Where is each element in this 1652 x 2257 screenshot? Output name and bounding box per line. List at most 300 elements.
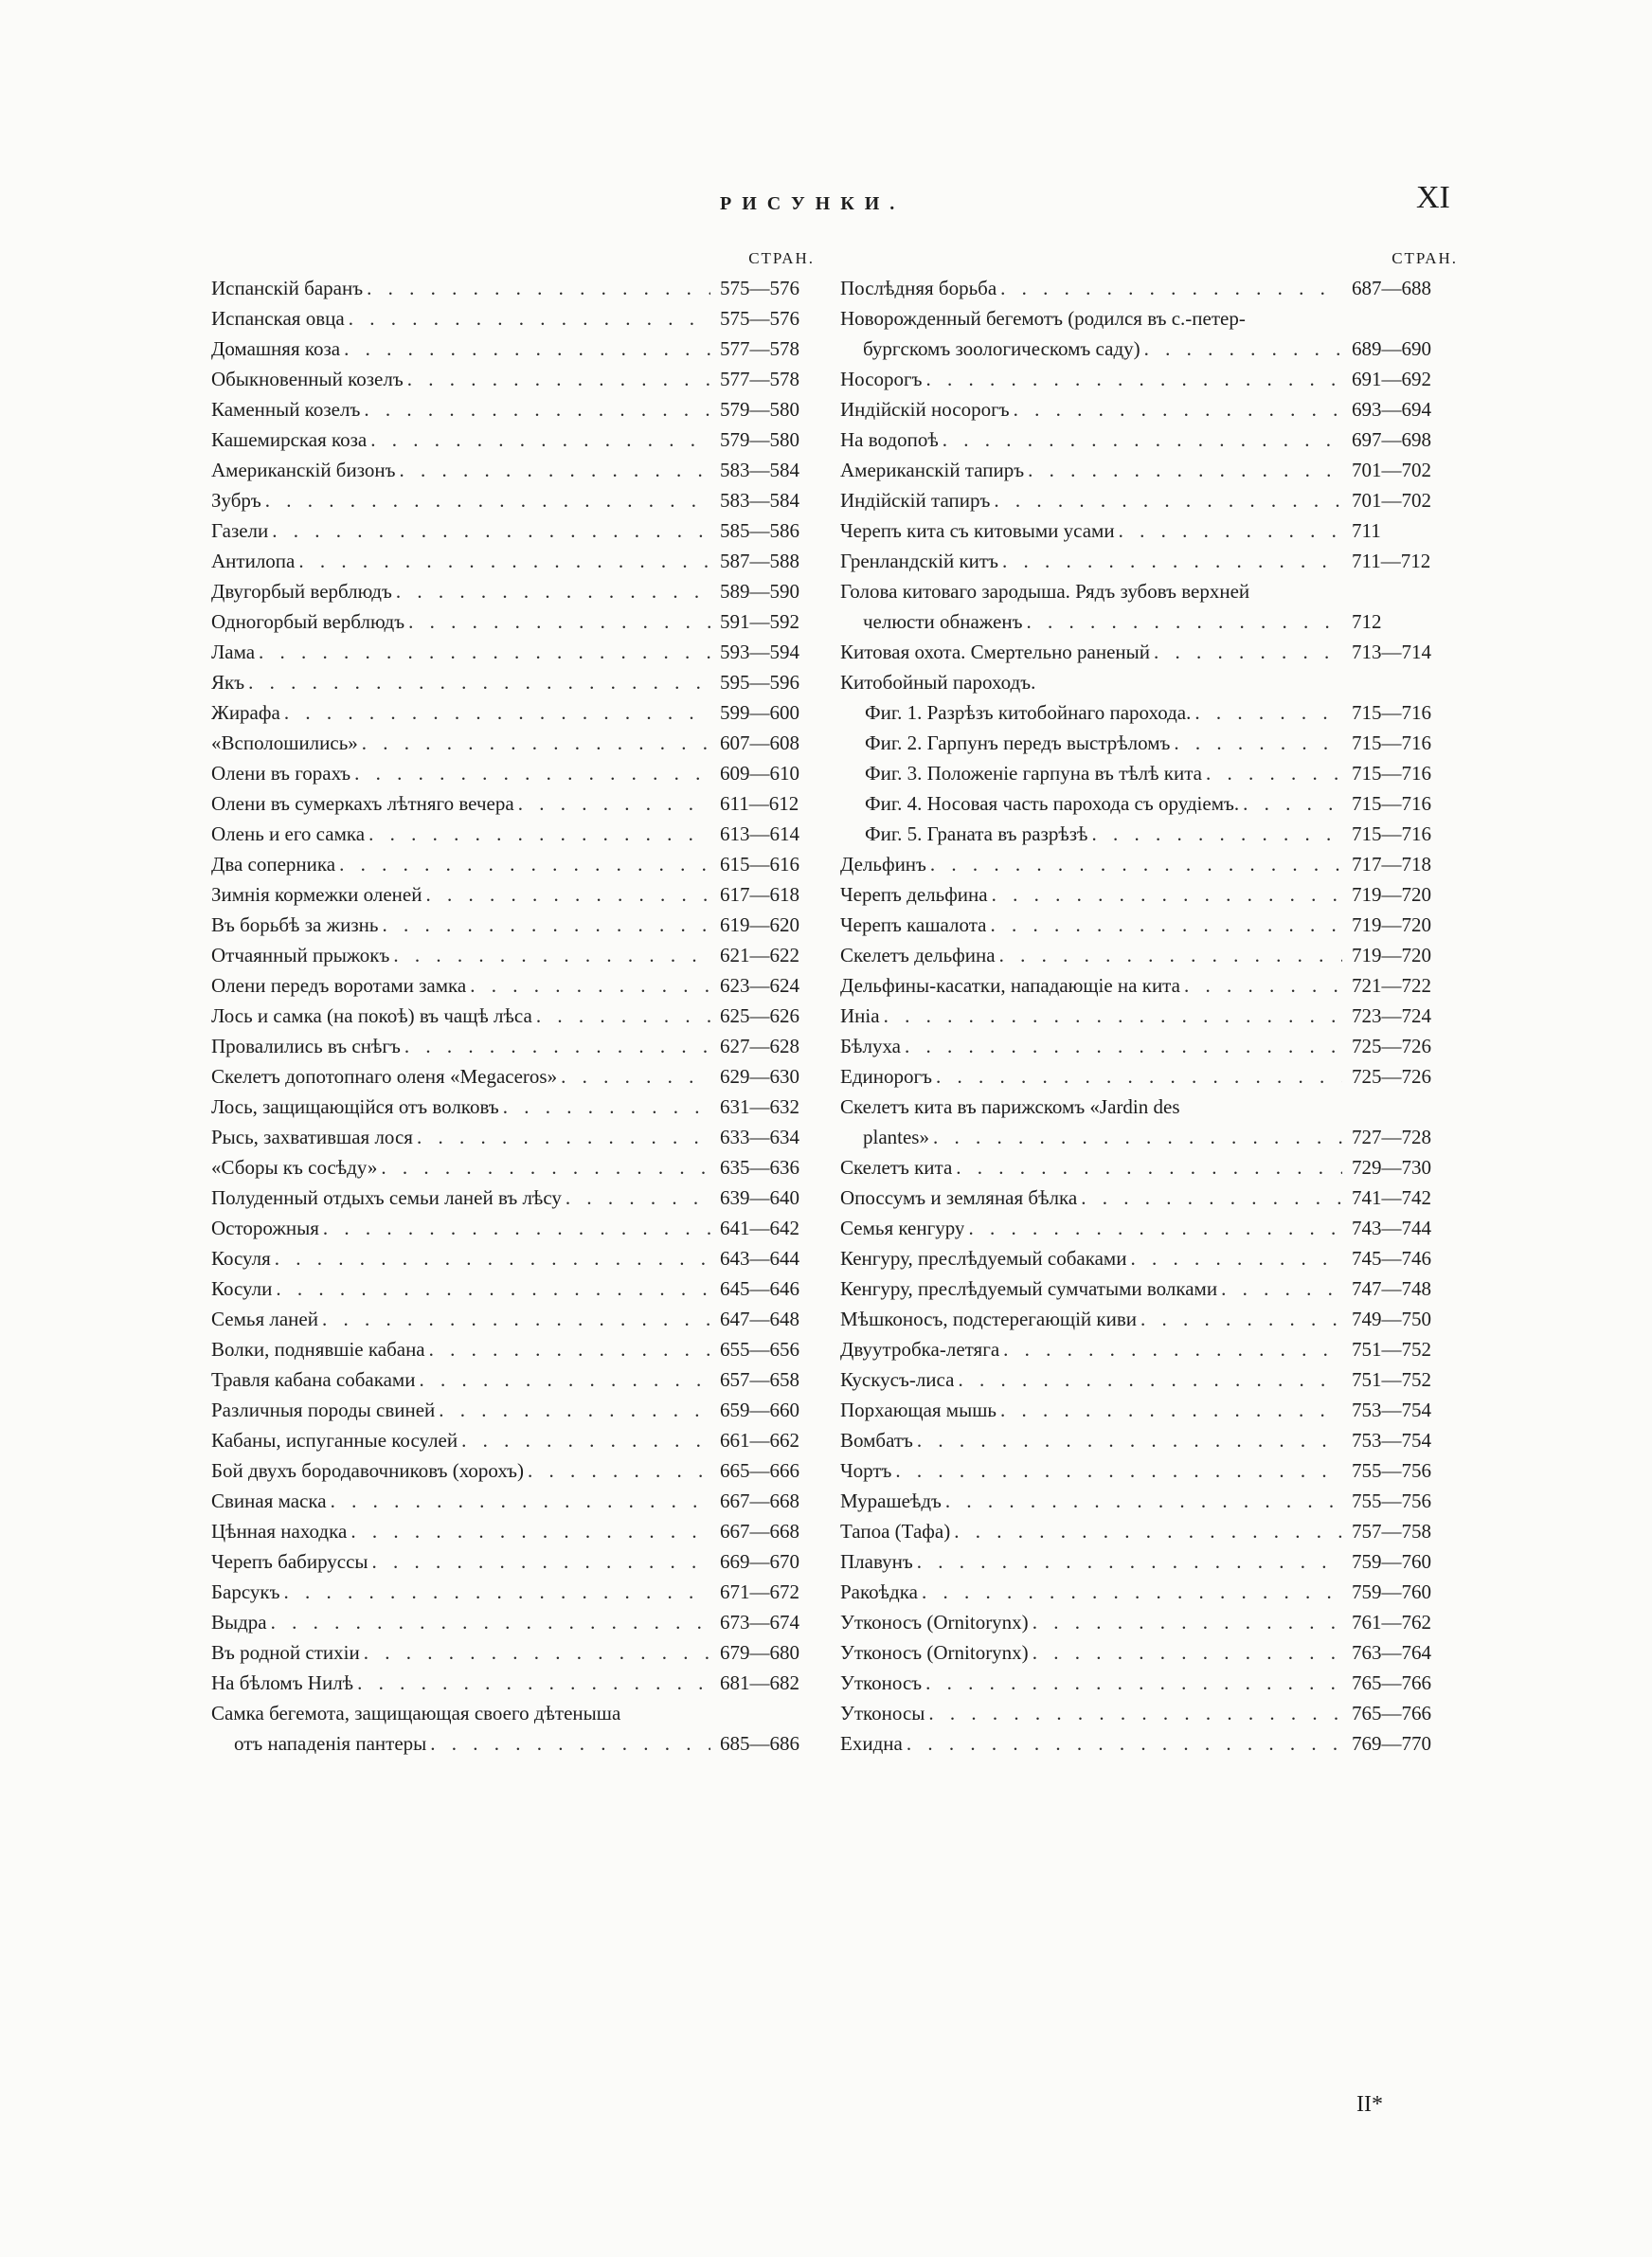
entry-title: Американскій бизонъ <box>211 459 396 481</box>
entry-title: Фиг. 2. Гарпунъ передъ выстрѣломъ <box>865 731 1171 754</box>
entry-pages: 681—682 <box>720 1671 799 1694</box>
entry-pages: 657—658 <box>720 1368 799 1391</box>
toc-entry <box>211 485 822 515</box>
entry-title: Волки, поднявшіе кабана <box>211 1338 425 1361</box>
leader-dots <box>996 940 1342 970</box>
toc-entry <box>211 819 822 849</box>
entry-pages: 655—656 <box>720 1338 799 1361</box>
entry-title: Бѣлуха <box>840 1035 901 1057</box>
toc-entry <box>211 849 822 879</box>
entry-title: Скелетъ кита въ парижскомъ «Jardin des <box>840 1095 1180 1118</box>
leader-dots <box>990 485 1342 515</box>
entry-title: Китовая охота. Смертельно раненый <box>840 641 1151 663</box>
entry-pages: 617—618 <box>720 883 799 906</box>
page-number: XI <box>1416 180 1450 215</box>
entry-pages: 669—670 <box>720 1550 799 1573</box>
toc-entry <box>840 697 1458 728</box>
leader-dots <box>413 1122 710 1152</box>
toc-entry <box>840 1243 1458 1273</box>
leader-dots <box>1022 606 1342 637</box>
toc-entry <box>840 1001 1458 1031</box>
toc-entry <box>840 394 1458 424</box>
entry-pages: 685—686 <box>720 1732 799 1755</box>
toc-entry <box>211 455 822 485</box>
entry-title: Тапоа (Тафа) <box>840 1520 951 1543</box>
leader-dots <box>1115 515 1342 546</box>
leader-dots <box>360 1637 710 1668</box>
leader-dots <box>404 606 710 637</box>
entry-title: Утконосъ <box>840 1671 923 1694</box>
leader-dots <box>368 1546 710 1577</box>
leader-dots <box>261 485 710 515</box>
leader-dots <box>255 637 710 667</box>
entry-title: plantes» <box>863 1126 929 1148</box>
entry-title: Два соперника <box>211 853 336 876</box>
entry-pages: 713—714 <box>1352 641 1431 663</box>
toc-entry <box>211 667 822 697</box>
entry-pages: 659—660 <box>720 1399 799 1421</box>
leader-dots <box>1170 728 1342 758</box>
entry-title: Двугорбый верблюдъ <box>211 580 392 603</box>
entry-pages: 589—590 <box>720 580 799 603</box>
leader-dots <box>377 1152 710 1183</box>
entry-title: Вомбатъ <box>840 1429 913 1452</box>
toc-entry <box>211 1122 822 1152</box>
toc-entry <box>840 819 1458 849</box>
leader-dots <box>1077 1183 1342 1213</box>
toc-entry <box>840 1546 1458 1577</box>
entry-title: Рысь, захватившая лося <box>211 1126 413 1148</box>
entry-pages: 633—634 <box>720 1126 799 1148</box>
entry-pages: 715—716 <box>1352 792 1431 815</box>
left-column <box>211 244 822 1759</box>
toc-entry <box>211 303 822 334</box>
toc-entry <box>211 1425 822 1455</box>
toc-entry <box>211 940 822 970</box>
left-column-heading: СТРАН. <box>748 249 815 267</box>
entry-title: бургскомъ зоологическомъ саду) <box>863 337 1140 360</box>
leader-dots <box>964 1213 1342 1243</box>
toc-entry <box>840 758 1458 788</box>
toc-entry <box>211 546 822 576</box>
leader-dots <box>392 576 710 606</box>
entry-title: Плавунъ <box>840 1550 913 1573</box>
toc-entry <box>840 515 1458 546</box>
entry-pages: 661—662 <box>720 1429 799 1452</box>
entry-pages: 691—692 <box>1352 368 1431 390</box>
entry-title: Полуденный отдыхъ семьи ланей въ лѣсу <box>211 1186 562 1209</box>
entry-pages: 687—688 <box>1352 277 1431 299</box>
toc-entry <box>211 1152 822 1183</box>
entry-title: Утконосъ (Ornitorynx) <box>840 1641 1029 1664</box>
entry-title: Выдра <box>211 1611 267 1634</box>
leader-dots <box>950 1516 1342 1546</box>
entry-title: Лось, защищающійся отъ волковъ <box>211 1095 499 1118</box>
toc-entry <box>840 1698 1458 1728</box>
entry-pages: 611—612 <box>720 792 799 815</box>
entry-title: Черепъ кита съ китовыми усами <box>840 519 1115 542</box>
leader-dots <box>401 1031 710 1061</box>
toc-entry <box>211 1668 822 1698</box>
leader-dots <box>353 1668 710 1698</box>
entry-title: Черепъ бабируссы <box>211 1550 368 1573</box>
leader-dots <box>514 788 710 819</box>
entry-title: Травля кабана собаками <box>211 1368 416 1391</box>
entry-pages: 723—724 <box>1352 1004 1431 1027</box>
entry-pages: 641—642 <box>720 1217 799 1239</box>
leader-dots <box>1140 334 1342 364</box>
entry-title: Кускусъ-лиса <box>840 1368 955 1391</box>
entry-title: Лама <box>211 641 256 663</box>
leader-dots <box>913 1546 1342 1577</box>
toc-entry <box>211 1637 822 1668</box>
entry-pages: 643—644 <box>720 1247 799 1270</box>
entry-title: Ракоѣдка <box>840 1580 918 1603</box>
entry-title: Бой двухъ бородавочниковъ (хорохъ) <box>211 1459 524 1482</box>
leader-dots <box>318 1304 710 1334</box>
entry-title: Утконосъ (Ornitorynx) <box>840 1611 1029 1634</box>
toc-entry <box>840 1334 1458 1364</box>
entry-pages: 585—586 <box>720 519 799 542</box>
leader-dots <box>922 1668 1342 1698</box>
entry-title: Новорожденный бегемотъ (родился въ с.-петер- <box>840 307 1246 330</box>
leader-dots <box>396 455 711 485</box>
toc-entry <box>840 1425 1458 1455</box>
toc-entry <box>840 1668 1458 1698</box>
leader-dots <box>404 364 710 394</box>
leader-dots <box>267 1607 710 1637</box>
toc-entry <box>211 1092 822 1122</box>
toc-entry <box>840 1516 1458 1546</box>
entry-title: «Сборы къ сосѣду» <box>211 1156 378 1179</box>
leader-dots <box>363 273 710 303</box>
entry-pages: 701—702 <box>1352 459 1431 481</box>
leader-dots <box>426 1728 710 1759</box>
toc-entry <box>211 788 822 819</box>
leader-dots <box>1024 455 1342 485</box>
entry-title: На водопоѣ <box>840 428 939 451</box>
leader-dots <box>340 334 710 364</box>
leader-dots <box>350 758 710 788</box>
entry-title: Черепъ кашалота <box>840 913 987 936</box>
entry-title: Въ родной стихіи <box>211 1641 360 1664</box>
toc-entry <box>211 1698 822 1728</box>
leader-dots <box>466 970 710 1001</box>
toc-entry <box>211 1001 822 1031</box>
leader-dots <box>458 1425 710 1455</box>
entry-title: Скелетъ кита <box>840 1156 953 1179</box>
entry-pages: 577—578 <box>720 337 799 360</box>
entry-pages: 631—632 <box>720 1095 799 1118</box>
toc-entry <box>840 455 1458 485</box>
leader-dots <box>271 1243 710 1273</box>
entry-title: Кашемирская коза <box>211 428 368 451</box>
entry-pages: 621—622 <box>720 944 799 966</box>
leader-dots <box>524 1455 710 1486</box>
entry-title: Одногорбый верблюдъ <box>211 610 405 633</box>
entry-pages: 609—610 <box>720 762 799 785</box>
entry-title: Обыкновенный козелъ <box>211 368 404 390</box>
left-entry-list <box>211 273 822 1759</box>
entry-pages: 747—748 <box>1352 1277 1431 1300</box>
entry-title: Семья ланей <box>211 1308 318 1330</box>
entry-title: Носорогъ <box>840 368 923 390</box>
right-column-heading: СТРАН. <box>1392 249 1458 267</box>
leader-dots <box>1137 1304 1342 1334</box>
leader-dots <box>922 364 1342 394</box>
entry-pages: 751—752 <box>1352 1338 1431 1361</box>
entry-pages: 587—588 <box>720 550 799 572</box>
entry-title: Жирафа <box>211 701 280 724</box>
toc-entry <box>840 1092 1458 1122</box>
entry-title: Фиг. 1. Разрѣзъ китобойнаго парохода. <box>865 701 1192 724</box>
entry-title: Иніа <box>840 1004 880 1027</box>
toc-entry <box>211 515 822 546</box>
leader-dots <box>435 1395 710 1425</box>
entry-pages: 719—720 <box>1352 883 1431 906</box>
entry-title: Провалились въ снѣгъ <box>211 1035 401 1057</box>
toc-entry <box>840 273 1458 303</box>
entry-title: Испанская овца <box>211 307 345 330</box>
toc-entry <box>840 728 1458 758</box>
leader-dots <box>280 697 710 728</box>
entry-title: челюсти обнаженъ <box>863 610 1023 633</box>
right-column <box>840 244 1458 1759</box>
entry-title: Различныя породы свиней <box>211 1399 436 1421</box>
leader-dots <box>365 819 710 849</box>
toc-entry <box>211 1183 822 1213</box>
toc-entry <box>840 1364 1458 1395</box>
leader-dots <box>997 1395 1342 1425</box>
entry-title: Олени передъ воротами замка <box>211 974 467 997</box>
leader-dots <box>998 546 1342 576</box>
entry-title: Дельфины-касатки, нападающіе на кита <box>840 974 1180 997</box>
toc-entry <box>211 1455 822 1486</box>
entry-title: Косуля <box>211 1247 271 1270</box>
leader-dots <box>913 1425 1342 1455</box>
toc-entry <box>840 1728 1458 1759</box>
toc-entry <box>211 1213 822 1243</box>
toc-entry <box>840 667 1458 697</box>
leader-dots <box>345 303 710 334</box>
toc-entry <box>211 879 822 910</box>
leader-dots <box>415 1364 710 1395</box>
entry-pages: 741—742 <box>1352 1186 1431 1209</box>
leader-dots <box>360 394 710 424</box>
toc-entry <box>211 1486 822 1516</box>
entry-pages: 667—668 <box>720 1490 799 1512</box>
toc-entry <box>840 546 1458 576</box>
entry-title: Лось и самка (на покоѣ) въ чащѣ лѣса <box>211 1004 532 1027</box>
entry-pages: 725—726 <box>1352 1035 1431 1057</box>
leader-dots <box>244 667 710 697</box>
entry-pages: 715—716 <box>1352 762 1431 785</box>
leader-dots <box>918 1577 1342 1607</box>
leader-dots <box>335 849 710 879</box>
entry-pages: 727—728 <box>1352 1126 1431 1148</box>
entry-pages: 719—720 <box>1352 944 1431 966</box>
entry-pages: 711—712 <box>1352 550 1431 572</box>
entry-pages: 575—576 <box>720 307 799 330</box>
entry-title: Фиг. 3. Положеніе гарпуна въ тѣлѣ кита <box>865 762 1203 785</box>
toc-entry <box>211 1243 822 1273</box>
toc-entry <box>211 1364 822 1395</box>
entry-title: Утконосы <box>840 1702 925 1724</box>
leader-dots <box>422 879 710 910</box>
entry-title: Единорогъ <box>840 1065 932 1088</box>
toc-entry <box>840 606 1458 637</box>
toc-entry <box>840 364 1458 394</box>
entry-pages: 595—596 <box>720 671 799 694</box>
entry-pages: 583—584 <box>720 459 799 481</box>
entry-title: Зубръ <box>211 489 261 512</box>
toc-entry <box>840 1455 1458 1486</box>
leader-dots <box>939 424 1342 455</box>
leader-dots <box>425 1334 710 1364</box>
entry-title: Газели <box>211 519 269 542</box>
entry-pages: 625—626 <box>720 1004 799 1027</box>
toc-entry <box>211 424 822 455</box>
leader-dots <box>1202 758 1342 788</box>
entry-title: На бѣломъ Нилѣ <box>211 1671 354 1694</box>
entry-pages: 759—760 <box>1352 1550 1431 1573</box>
entry-pages: 755—756 <box>1352 1459 1431 1482</box>
leader-dots <box>1191 697 1342 728</box>
leader-dots <box>932 1061 1342 1092</box>
leader-dots <box>295 546 710 576</box>
toc-entry <box>211 1546 822 1577</box>
entry-pages: 711 <box>1352 519 1381 542</box>
right-entry-list <box>840 273 1458 1759</box>
entry-title: Цѣнная находка <box>211 1520 348 1543</box>
entry-pages: 579—580 <box>720 398 799 421</box>
toc-entry <box>840 849 1458 879</box>
entry-pages: 615—616 <box>720 853 799 876</box>
entry-title: Домашняя коза <box>211 337 341 360</box>
leader-dots <box>903 1728 1342 1759</box>
entry-title: Скелетъ дельфина <box>840 944 996 966</box>
leader-dots <box>1029 1607 1342 1637</box>
entry-pages: 671—672 <box>720 1580 799 1603</box>
toc-entry <box>840 1486 1458 1516</box>
entry-title: Мѣшконосъ, подстерегающій киви <box>840 1308 1137 1330</box>
entry-title: Косули <box>211 1277 273 1300</box>
toc-entry <box>211 1304 822 1334</box>
toc-entry <box>840 1304 1458 1334</box>
entry-title: Олени въ сумеркахъ лѣтняго вечера <box>211 792 514 815</box>
toc-entry <box>840 1607 1458 1637</box>
toc-entry <box>211 637 822 667</box>
toc-entry <box>840 1577 1458 1607</box>
leader-dots <box>378 910 710 940</box>
toc-entry <box>211 1334 822 1364</box>
leader-dots <box>925 1698 1342 1728</box>
entry-pages: 753—754 <box>1352 1429 1431 1452</box>
leader-dots <box>562 1183 710 1213</box>
leader-dots <box>952 1152 1342 1183</box>
entry-pages: 593—594 <box>720 641 799 663</box>
entry-title: Отчаянный прыжокъ <box>211 944 390 966</box>
leader-dots <box>942 1486 1342 1516</box>
leader-dots <box>347 1516 710 1546</box>
leader-dots <box>268 515 710 546</box>
running-title: РИСУНКИ. <box>720 193 906 214</box>
toc-entry <box>840 303 1458 334</box>
entry-title: Осторожныя <box>211 1217 319 1239</box>
entry-title: Самка бегемота, защищающая своего дѣтеныша <box>211 1702 621 1724</box>
toc-entry <box>840 1637 1458 1668</box>
leader-dots <box>532 1001 710 1031</box>
entry-pages: 697—698 <box>1352 428 1431 451</box>
leader-dots <box>319 1213 710 1243</box>
toc-entry <box>211 697 822 728</box>
entry-pages: 635—636 <box>720 1156 799 1179</box>
toc-entry <box>211 1728 822 1759</box>
toc-entry <box>840 1152 1458 1183</box>
leader-dots <box>926 849 1342 879</box>
entry-title: Послѣдняя борьба <box>840 277 997 299</box>
entry-title: Ехидна <box>840 1732 903 1755</box>
entry-title: Голова китоваго зародыша. Рядъ зубовъ верхней <box>840 580 1250 603</box>
entry-title: «Всполошились» <box>211 731 358 754</box>
toc-entry <box>840 910 1458 940</box>
toc-entry <box>211 273 822 303</box>
page-header <box>0 180 1652 237</box>
entry-pages: 765—766 <box>1352 1702 1431 1724</box>
entry-title: Американскій тапиръ <box>840 459 1025 481</box>
leader-dots <box>499 1092 710 1122</box>
leader-dots <box>1126 1243 1342 1273</box>
entry-title: Олень и его самка <box>211 822 366 845</box>
toc-entry <box>840 1031 1458 1061</box>
entry-pages: 665—666 <box>720 1459 799 1482</box>
toc-entry <box>211 394 822 424</box>
entry-pages: 645—646 <box>720 1277 799 1300</box>
leader-dots <box>1029 1637 1342 1668</box>
toc-entry <box>211 1031 822 1061</box>
entry-pages: 607—608 <box>720 731 799 754</box>
entry-pages: 639—640 <box>720 1186 799 1209</box>
toc-entry <box>211 910 822 940</box>
leader-dots <box>367 424 710 455</box>
toc-entry <box>840 424 1458 455</box>
toc-entry <box>840 1395 1458 1425</box>
entry-pages: 759—760 <box>1352 1580 1431 1603</box>
entry-pages: 749—750 <box>1352 1308 1431 1330</box>
entry-pages: 769—770 <box>1352 1732 1431 1755</box>
toc-entry <box>211 728 822 758</box>
entry-pages: 717—718 <box>1352 853 1431 876</box>
entry-pages: 627—628 <box>720 1035 799 1057</box>
leader-dots <box>389 940 710 970</box>
entry-title: Скелетъ допотопнаго оленя «Megaceros» <box>211 1065 558 1088</box>
entry-pages: 579—580 <box>720 428 799 451</box>
toc-entry <box>211 606 822 637</box>
entry-title: Индійскій носорогъ <box>840 398 1010 421</box>
entry-pages: 701—702 <box>1352 489 1431 512</box>
leader-dots <box>901 1031 1342 1061</box>
entry-title: Фиг. 4. Носовая часть парохода съ орудіемъ. <box>865 792 1240 815</box>
leader-dots <box>891 1455 1342 1486</box>
leader-dots <box>1239 788 1342 819</box>
toc-entry <box>211 576 822 606</box>
entry-title: Якъ <box>211 671 245 694</box>
toc-entry <box>840 879 1458 910</box>
entry-pages: 577—578 <box>720 368 799 390</box>
toc-entry <box>211 1577 822 1607</box>
leader-dots <box>1087 819 1342 849</box>
toc-entry <box>840 637 1458 667</box>
